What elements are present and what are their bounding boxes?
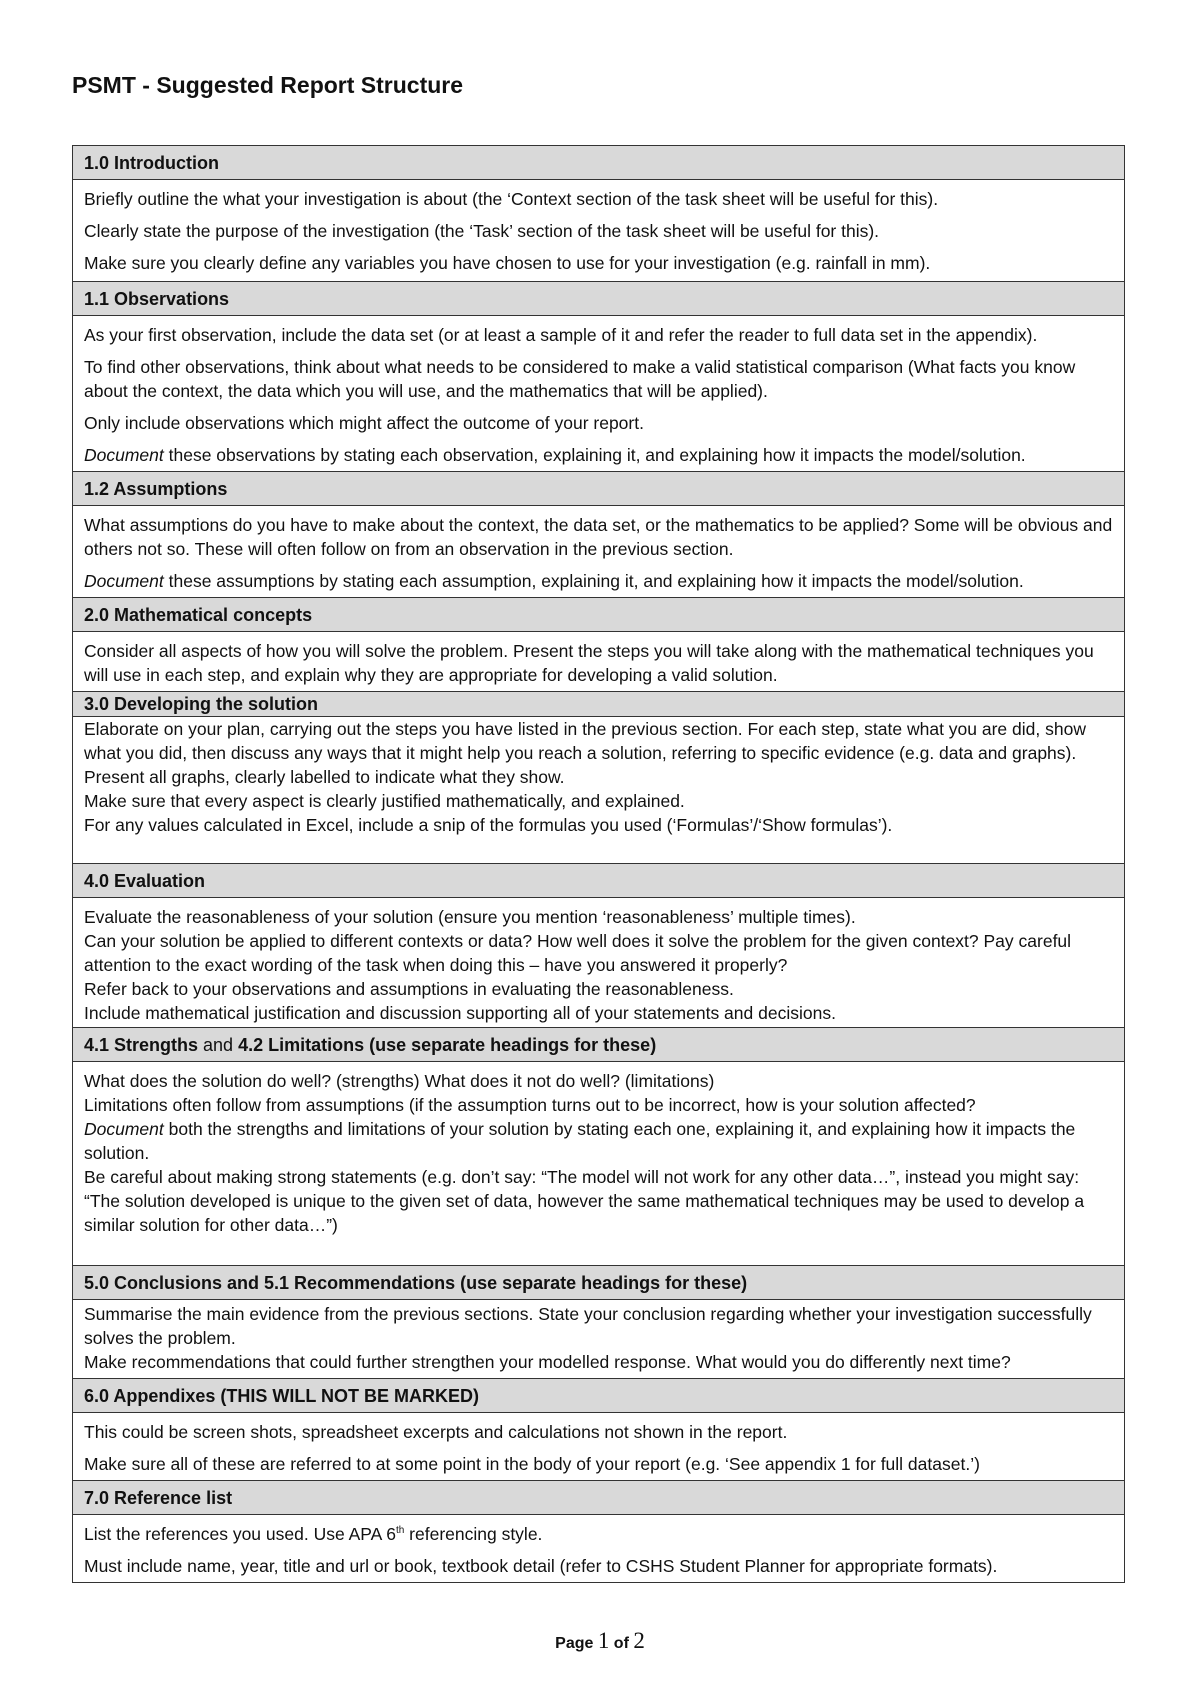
section-header-evaluation: [73, 864, 1125, 898]
section-heading: 6.0 Appendixes (THIS WILL NOT BE MARKED): [73, 1379, 1125, 1413]
paragraph: Can your solution be applied to different contexts or data? How well does it solve the problem for the given context? Pay careful attention to the exact wording of the task when doing this – have you answered it properly?: [84, 931, 1072, 975]
paragraph: Include mathematical justification and discussion supporting all of your statements and decisions.: [84, 1003, 836, 1023]
paragraph: Only include observations which might affect the outcome of your report.: [84, 413, 644, 433]
paragraph-text: referencing style.: [404, 1524, 543, 1544]
paragraph: Must include name, year, title and url or book, textbook detail (refer to CSHS Student Planner for appropriate formats).: [84, 1556, 998, 1576]
page-footer: [0, 1628, 1200, 1654]
paragraph: Refer back to your observations and assumptions in evaluating the reasonableness.: [84, 979, 734, 999]
section-body-introduction: [73, 180, 1125, 282]
paragraph: Make sure you clearly define any variables you have chosen to use for your investigation (e.g. rainfall in mm).: [84, 253, 931, 273]
section-heading: 3.0 Developing the solution: [73, 692, 1125, 717]
paragraph: As your first observation, include the data set (or at least a sample of it and refer the reader to full data set in the appendix).: [84, 325, 1038, 345]
section-header-developing-solution: [73, 692, 1125, 717]
of-label: of: [613, 1635, 629, 1652]
paragraph: Make recommendations that could further strengthen your modelled response. What would you do differently next time?: [84, 1352, 1011, 1372]
paragraph: For any values calculated in Excel, include a snip of the formulas you used (‘Formulas’/‘Show formulas’).: [84, 815, 893, 835]
paragraph: Summarise the main evidence from the previous sections. State your conclusion regarding whether your investigation successfully solves the problem.: [84, 1304, 1092, 1348]
section-heading: 7.0 Reference list: [73, 1481, 1125, 1515]
paragraph: Clearly state the purpose of the investigation (the ‘Task’ section of the task sheet will be useful for this).: [84, 221, 880, 241]
section-header-introduction: [73, 146, 1125, 180]
section-body-mathematical-concepts: [73, 632, 1125, 692]
page-title: PSMT - Suggested Report Structure: [72, 72, 464, 98]
section-heading: 5.0 Conclusions and 5.1 Recommendations (use separate headings for these): [73, 1266, 1125, 1300]
paragraph: [84, 569, 1113, 593]
paragraph: Make sure that every aspect is clearly justified mathematically, and explained.: [84, 791, 685, 811]
paragraph-text: both the strengths and limitations of your solution by stating each one, explaining it, and explaining how it impacts the solution.: [84, 1119, 1076, 1163]
paragraph: [84, 1522, 1113, 1546]
paragraph: Present all graphs, clearly labelled to indicate what they show.: [84, 767, 565, 787]
paragraph: This could be screen shots, spreadsheet excerpts and calculations not shown in the report.: [84, 1422, 788, 1442]
section-body-observations: [73, 316, 1125, 472]
page-total: 2: [633, 1628, 645, 1653]
section-heading: 4.2 Limitations (use separate headings for these): [238, 1034, 657, 1055]
paragraph-text: List the references you used. Use APA 6: [84, 1524, 396, 1544]
emphasis-text: Document: [84, 1119, 164, 1139]
section-header-mathematical-concepts: [73, 598, 1125, 632]
section-body-conclusions: [73, 1300, 1125, 1379]
section-header-conclusions: [73, 1266, 1125, 1300]
paragraph: Be careful about making strong statements (e.g. don’t say: “The model will not work for any other data…”, instead you might say: “The solution developed is unique to the given set of data, however the same mathematical techniques may be used to develop a similar solution for other data…”): [84, 1167, 1085, 1235]
section-heading: 1.0 Introduction: [73, 146, 1125, 180]
section-header-observations: [73, 282, 1125, 316]
superscript-text: th: [395, 1525, 405, 1537]
paragraph: Consider all aspects of how you will solve the problem. Present the steps you will take along with the mathematical techniques you will use in each step, and explain why they are appropriate for developing a valid solution.: [84, 641, 1094, 685]
section-body-developing-solution: [73, 717, 1125, 864]
paragraph: Limitations often follow from assumptions (if the assumption turns out to be incorrect, how is your solution affected?: [84, 1095, 976, 1115]
emphasis-text: Document: [84, 571, 164, 591]
section-body-appendixes: [73, 1413, 1125, 1481]
section-heading: 2.0 Mathematical concepts: [73, 598, 1125, 632]
paragraph: What assumptions do you have to make about the context, the data set, or the mathematics to be applied? Some will be obvious and others not so. These will often follow on from an observation in the previous section.: [84, 515, 1113, 559]
section-header-reference-list: [73, 1481, 1125, 1515]
paragraph: Elaborate on your plan, carrying out the steps you have listed in the previous section. For each step, state what you are did, show what you did, then discuss any ways that it might help you reach a solution, referring to specific evidence (e.g. data and graphs).: [84, 719, 1086, 763]
section-heading: 4.1 Strengths: [84, 1034, 199, 1055]
section-heading: 4.0 Evaluation: [73, 864, 1125, 898]
paragraph: To find other observations, think about what needs to be considered to make a valid statistical comparison (What facts you know about the context, the data which you will use, and the mathematics that will be applied).: [84, 357, 1076, 401]
paragraph: Make sure all of these are referred to at some point in the body of your report (e.g. ‘See appendix 1 for full dataset.’): [84, 1454, 980, 1474]
emphasis-text: Document: [84, 445, 164, 465]
section-heading: 1.1 Observations: [73, 282, 1125, 316]
section-header-strengths-limitations: [73, 1028, 1125, 1062]
section-body-reference-list: [73, 1515, 1125, 1583]
paragraph-text: these assumptions by stating each assumption, explaining it, and explaining how it impacts the model/solution.: [163, 571, 1024, 591]
paragraph: Evaluate the reasonableness of your solution (ensure you mention ‘reasonableness’ multiple times).: [84, 907, 856, 927]
page-label: Page: [555, 1635, 594, 1652]
section-heading: 1.2 Assumptions: [73, 472, 1125, 506]
section-body-strengths-limitations: [73, 1062, 1125, 1266]
section-header-assumptions: [73, 472, 1125, 506]
section-body-assumptions: [73, 506, 1125, 598]
heading-connector: and: [198, 1034, 239, 1055]
report-structure-table: [72, 145, 1125, 1583]
section-body-evaluation: [73, 898, 1125, 1028]
paragraph: What does the solution do well? (strengths) What does it not do well? (limitations): [84, 1071, 715, 1091]
page-number: 1: [597, 1628, 610, 1653]
paragraph: [84, 443, 1113, 467]
paragraph: Briefly outline the what your investigation is about (the ‘Context section of the task sheet will be useful for this).: [84, 189, 939, 209]
paragraph-text: these observations by stating each observation, explaining it, and explaining how it impacts the model/solution.: [163, 445, 1026, 465]
section-header-appendixes: [73, 1379, 1125, 1413]
paragraph: [84, 1117, 1113, 1165]
